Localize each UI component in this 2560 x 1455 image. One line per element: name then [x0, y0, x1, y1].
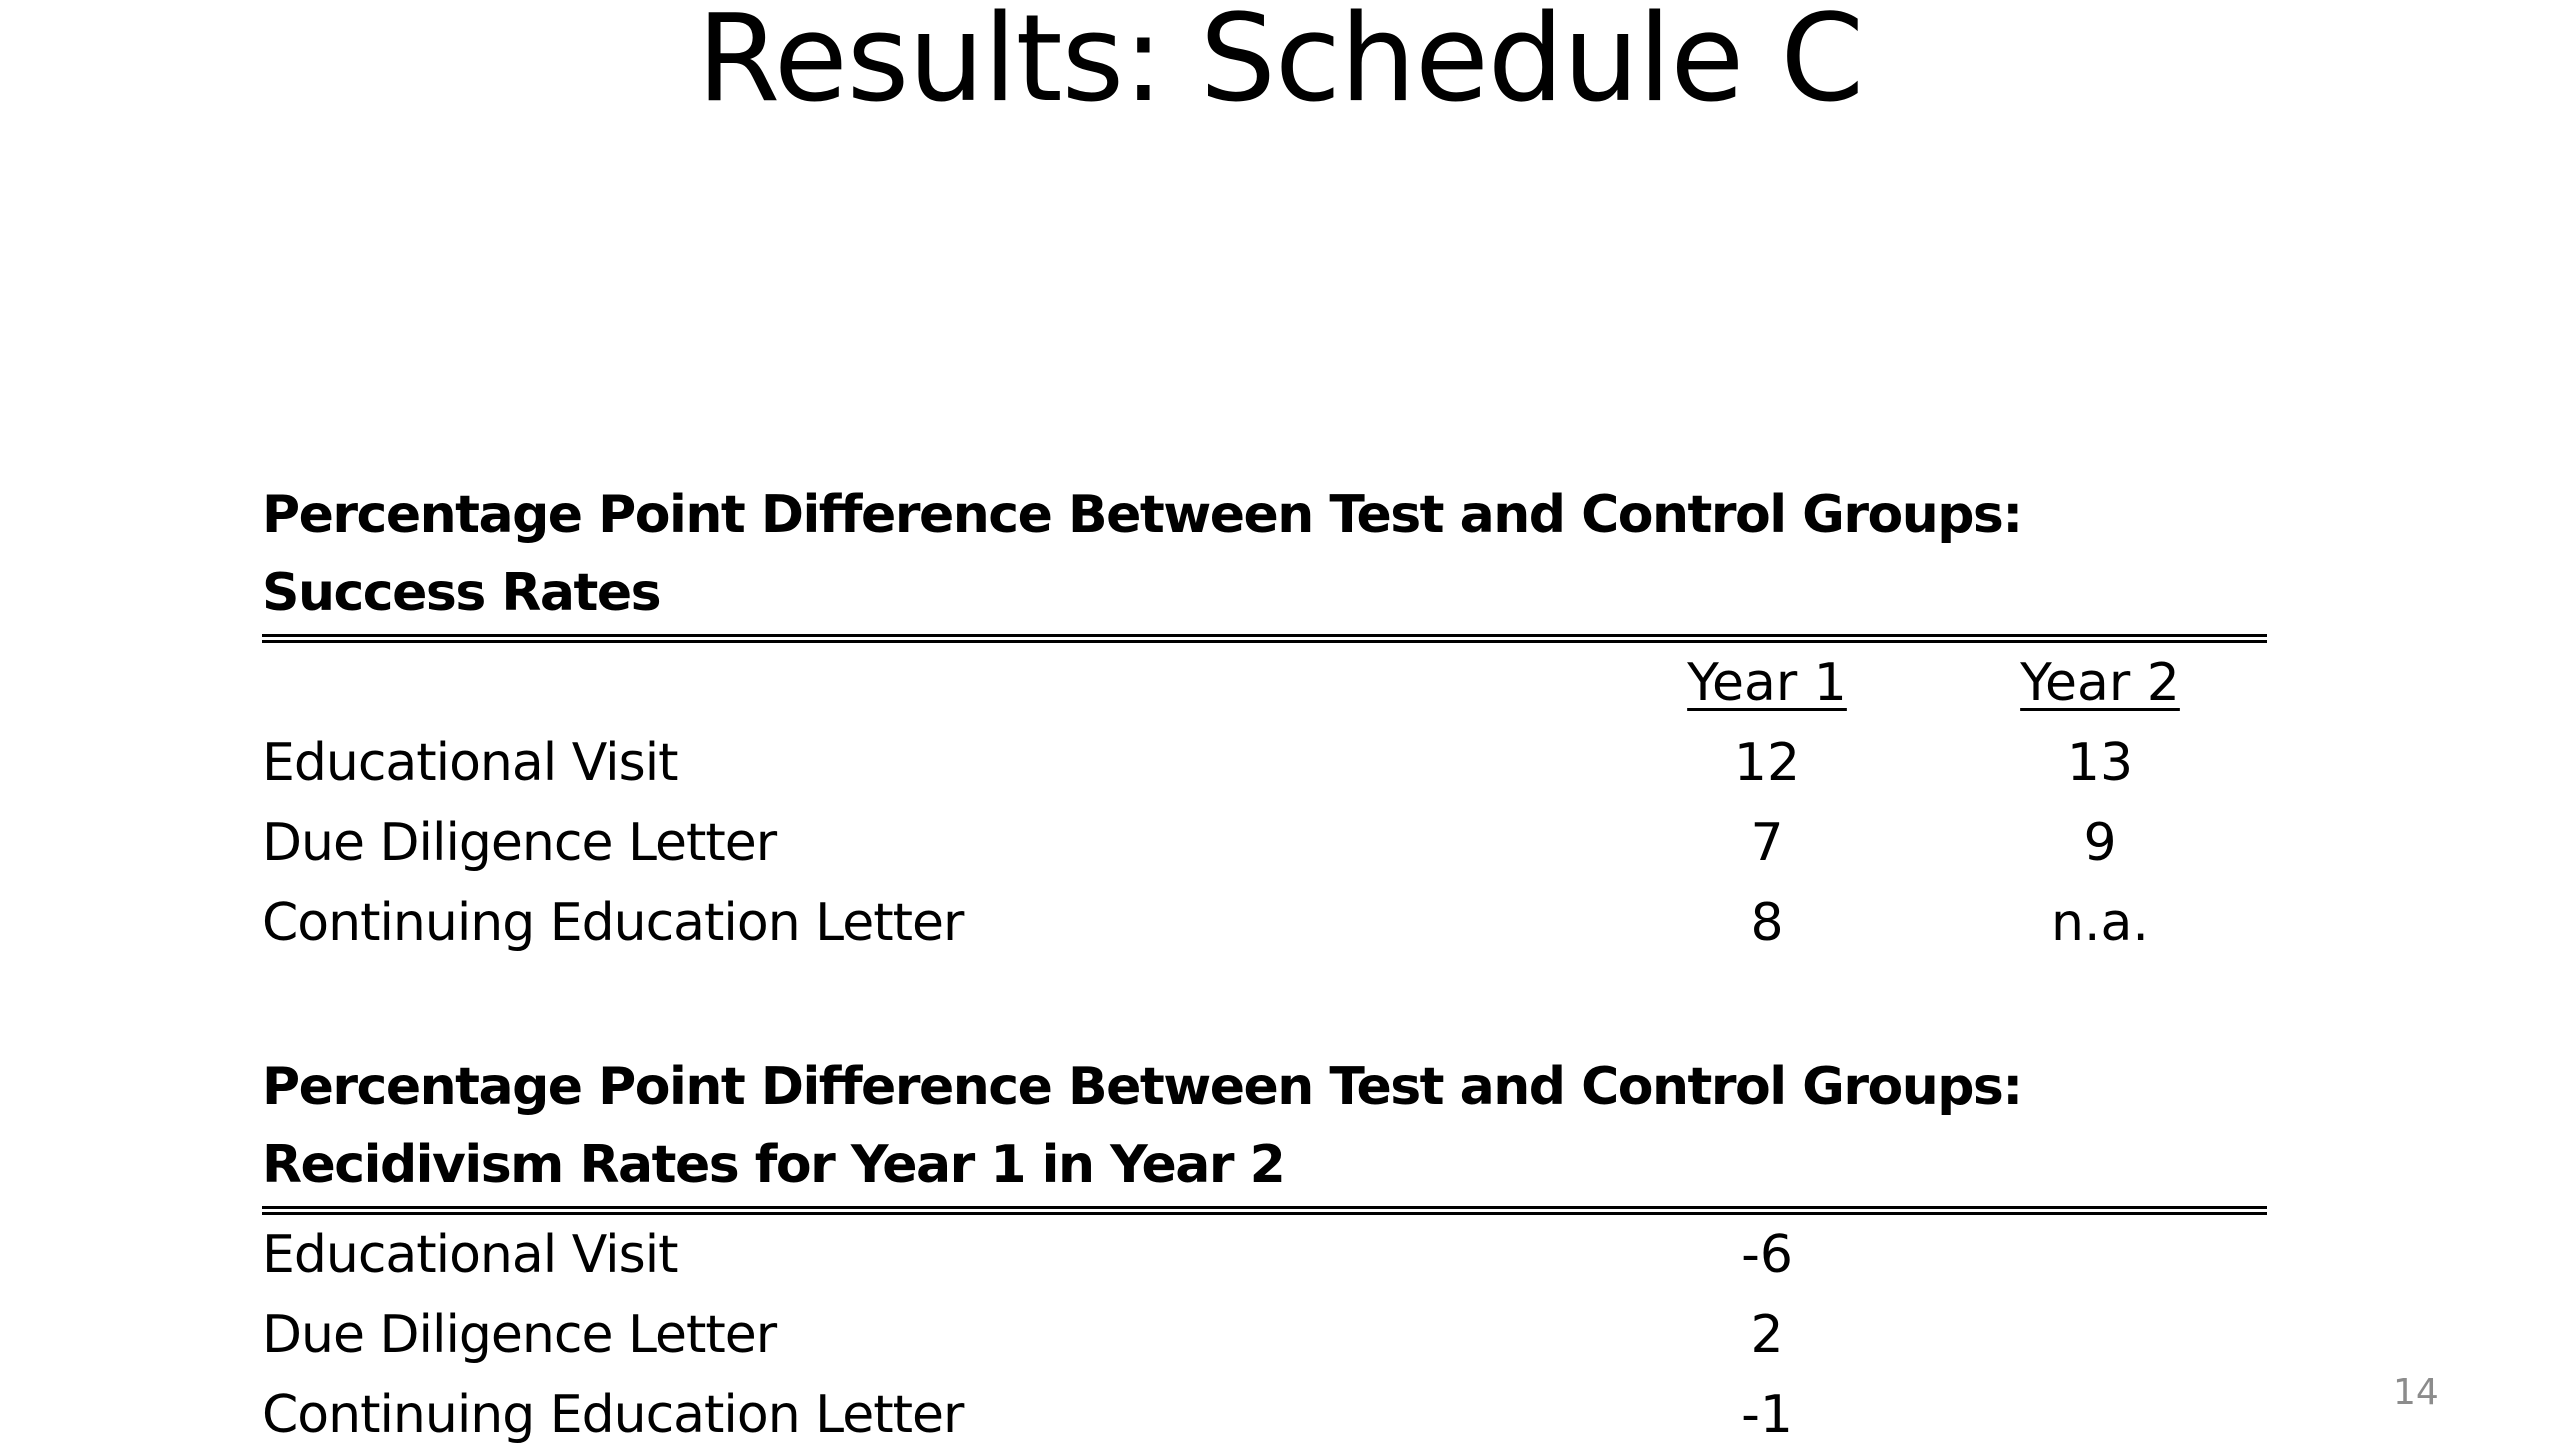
difference-value: 2 [1750, 1305, 1784, 1365]
recidivism-table-heading-line1: Percentage Point Difference Between Test and Control Groups: [262, 1057, 2022, 1117]
table-row [262, 1295, 2267, 1375]
row-label: Due Diligence Letter [262, 1305, 777, 1365]
year1-value: 12 [1733, 733, 1801, 793]
year2-value: 9 [2083, 813, 2117, 873]
year1-value: 8 [1750, 893, 1784, 953]
row-label: Continuing Education Letter [262, 1385, 964, 1445]
success-table-heading-line2: Success Rates [262, 563, 661, 623]
row-label: Educational Visit [262, 1225, 678, 1285]
recidivism-table-double-rule [262, 1206, 2267, 1215]
row-label: Continuing Education Letter [262, 893, 964, 953]
recidivism-rates-table [262, 1048, 2267, 1455]
difference-value: -6 [1741, 1225, 1793, 1285]
success-table-double-rule [262, 634, 2267, 643]
difference-value: -1 [1741, 1385, 1793, 1445]
row-label: Educational Visit [262, 733, 678, 793]
recidivism-table-heading-line2: Recidivism Rates for Year 1 in Year 2 [262, 1135, 1285, 1195]
table-row [262, 883, 2267, 963]
column-header-year1: Year 1 [1687, 653, 1847, 713]
year2-value: 13 [2066, 733, 2134, 793]
row-label: Due Diligence Letter [262, 813, 777, 873]
column-header-year2: Year 2 [2020, 653, 2180, 713]
year1-value: 7 [1750, 813, 1784, 873]
table-row [262, 1375, 2267, 1455]
success-table-heading-line1: Percentage Point Difference Between Test and Control Groups: [262, 485, 2022, 545]
page-number: 14 [2393, 1372, 2439, 1413]
table-row [262, 723, 2267, 803]
table-row [262, 803, 2267, 883]
success-table-header-row [262, 643, 2267, 723]
success-rates-table [262, 476, 2267, 963]
year2-value: n.a. [2051, 893, 2149, 953]
table-row [262, 1215, 2267, 1295]
slide-title: Results: Schedule C [696, 0, 1864, 129]
